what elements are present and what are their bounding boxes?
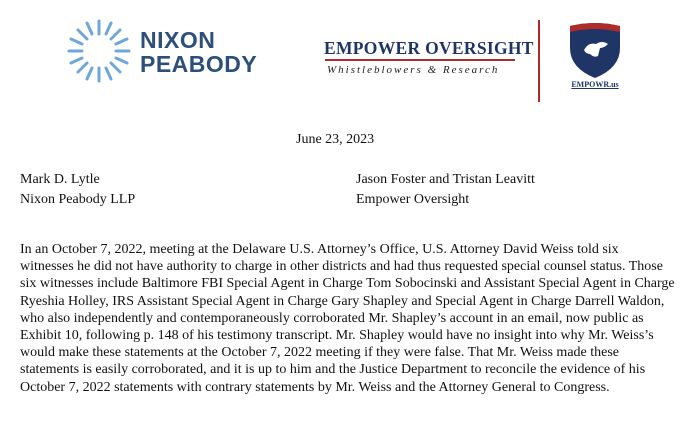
shield-eagle-icon [566, 20, 624, 80]
empower-oversight-title: EMPOWER OVERSIGHT [324, 38, 534, 58]
title-underline [325, 59, 515, 61]
recipient-firm: Nixon Peabody LLP [20, 192, 136, 207]
logo-text-line1: NIXON [140, 27, 216, 53]
logo-text-line2: PEABODY [140, 51, 258, 77]
recipient-name: Mark D. Lytle [20, 172, 100, 187]
sender-names: Jason Foster and Tristan Leavitt [356, 172, 535, 187]
letter-body-paragraph: In an October 7, 2022, meeting at the Delaware U.S. Attorney’s Office, U.S. Attorney David Weiss told six witnesses he did not have authority to charge in other districts and had thus requested special counsel status. Those six witnesses include Baltimore FBI Special Agent in Charge Tom Sobocinski and Assistant Special Agent in Charge Ryeshia Holley, IRS Assistant Special Agent in Charge Gary Shapley and Special Agent in Charge Darrell Waldon, who also independently and contemporaneously corroborated Mr. Shapley’s account in an email, now public as Exhibit 10, following p. 148 of his testimony transcript. Mr. Shapley would have no insight into why Mr. Weiss’s would make these statements at the October 7, 2022 meeting if they were false. That Mr. Weiss made these statements is easily corroborated, and it is up to him and the Justice Department to reconcile the evidence of his October 7, 2022 statements with contrary statements by Mr. Weiss and the Attorney General to Congress. [20, 242, 675, 395]
badge-caption[interactable]: EMPOWR.us [571, 80, 619, 89]
nixon-peabody-logo [66, 18, 258, 84]
sender-org: Empower Oversight [356, 192, 470, 207]
empower-oversight-subtitle: Whistleblowers & Research [327, 64, 500, 76]
letter-date: June 23, 2023 [296, 132, 375, 147]
header-divider [538, 20, 540, 102]
starburst-icon [66, 18, 132, 84]
